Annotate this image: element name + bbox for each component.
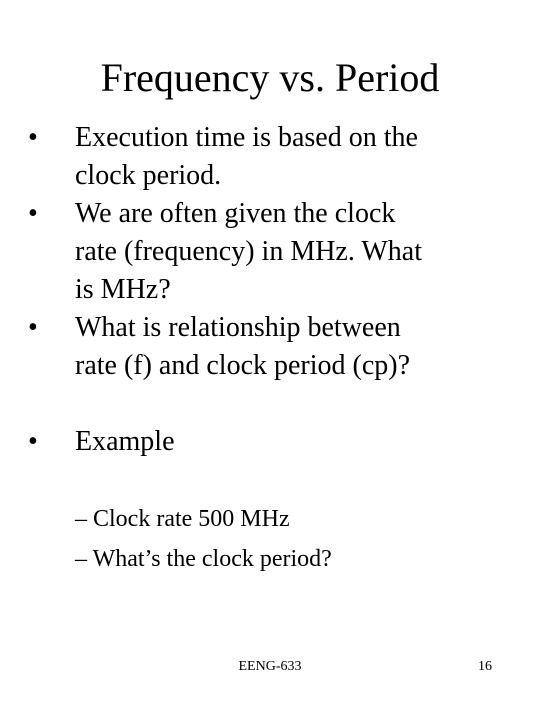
slide-title: Frequency vs. Period — [100, 55, 440, 100]
bullet-text-line: clock period. — [75, 160, 222, 191]
bullet-text-line: Execution time is based on the — [75, 122, 418, 153]
bullet-marker: • — [28, 312, 38, 343]
bullet-text-line: We are often given the clock — [75, 198, 396, 229]
bullet-text-line: rate (frequency) in MHz. What — [75, 236, 422, 267]
bullet-item-example — [22, 423, 522, 461]
bullet-text-line: is MHz? — [75, 274, 171, 305]
bullet-text-line: rate (f) and clock period (cp)? — [75, 350, 411, 381]
sub-bullet-text: What’s the clock period? — [92, 546, 332, 572]
bullet-item-clock-rate — [22, 195, 522, 309]
sub-bullet-marker: – — [75, 546, 87, 572]
footer-course: EENG-633 — [238, 659, 302, 674]
bullet-list — [22, 119, 522, 461]
bullet-text-line: What is relationship between — [75, 312, 401, 343]
bullet-text-line: Example — [75, 426, 175, 457]
bullet-marker: • — [28, 122, 38, 153]
bullet-item-execution-time — [22, 119, 522, 195]
footer-page-number: 16 — [478, 659, 492, 674]
bullet-marker: • — [28, 198, 38, 229]
bullet-marker: • — [28, 426, 38, 457]
sub-bullet-clock-rate — [75, 503, 495, 535]
sub-bullet-text: Clock rate 500 MHz — [93, 506, 290, 532]
bullet-item-relationship — [22, 309, 522, 385]
sub-bullet-clock-period — [75, 543, 495, 575]
sub-bullet-marker: – — [75, 506, 87, 532]
